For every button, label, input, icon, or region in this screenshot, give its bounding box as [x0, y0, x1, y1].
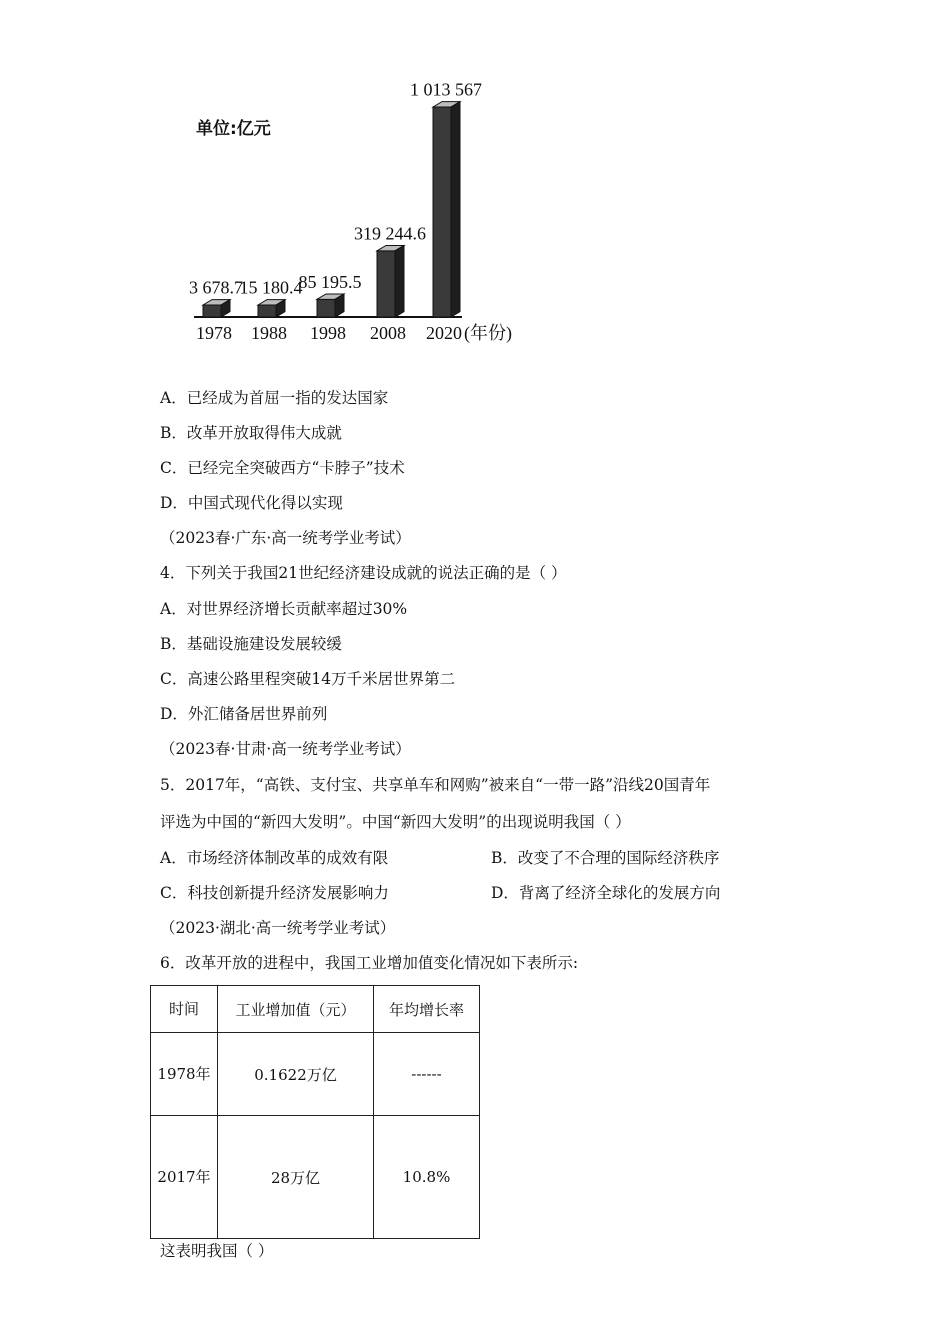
q4-source: （2023春·广东·高一统考学业考试）: [160, 529, 411, 547]
chart-bar: [258, 300, 285, 317]
q6-source: （2023·湖北·高一统考学业考试）: [160, 919, 396, 937]
q5-option-d[interactable]: D．背离了经济全球化的发展方向: [491, 884, 721, 902]
cell-growth: 10.8%: [374, 1116, 480, 1239]
header-time: 时间: [151, 986, 218, 1033]
cell-growth: ------: [374, 1033, 480, 1116]
q4-stem: 4．下列关于我国21世纪经济建设成就的说法正确的是（ ）: [160, 564, 567, 582]
q5-option-a[interactable]: A．市场经济体制改革的成效有限: [160, 849, 389, 867]
chart-bar-side: [395, 245, 404, 317]
cell-value: 0.1622万亿: [218, 1033, 374, 1116]
q6-stem: 6．改革开放的进程中，我国工业增加值变化情况如下表所示:: [160, 954, 579, 972]
q3-option-a[interactable]: A．已经成为首屈一指的发达国家: [160, 389, 389, 407]
header-growth-rate: 年均增长率: [374, 986, 480, 1033]
q4-option-b[interactable]: B．基础设施建设发展较缓: [160, 635, 342, 653]
q3-option-c[interactable]: C．已经完全突破西方“卡脖子”技术: [160, 459, 405, 477]
q5-option-c[interactable]: C．科技创新提升经济发展影响力: [160, 884, 389, 902]
chart-value-label: 3 678.7: [189, 277, 243, 298]
header-industry-value: 工业增加值（元）: [218, 986, 374, 1033]
chart-value-label: 85 195.5: [298, 271, 362, 292]
chart-bar-front: [258, 305, 276, 317]
chart-bar: [317, 294, 344, 317]
chart-value-label: 319 244.6: [354, 223, 426, 244]
cell-year: 1978年: [151, 1033, 218, 1116]
chart-x-tick-label: 2020: [426, 323, 462, 343]
q5-source: （2023春·甘肃·高一统考学业考试）: [160, 740, 411, 758]
chart-x-tick-label: 1998: [310, 323, 346, 343]
cell-year: 2017年: [151, 1116, 218, 1239]
chart-bar-front: [377, 251, 395, 317]
table-row: [151, 1033, 480, 1116]
q3-option-b[interactable]: B．改革开放取得伟大成就: [160, 424, 342, 442]
chart-x-tick-label: 1988: [251, 323, 287, 343]
chart-value-label: 1 013 567: [410, 80, 482, 100]
cell-value: 28万亿: [218, 1116, 374, 1239]
q4-option-a[interactable]: A．对世界经济增长贡献率超过30%: [160, 600, 408, 618]
chart-x-tick-label: 2008: [370, 323, 406, 343]
chart-bar-side: [451, 102, 460, 317]
chart-bar: [203, 300, 230, 317]
chart-bar: [377, 245, 404, 317]
q5-stem-line1: 5．2017年，“高铁、支付宝、共享单车和网购”被来自“一带一路”沿线20国青年: [160, 776, 711, 794]
industry-value-table: [150, 985, 480, 1239]
q4-option-c[interactable]: C．高速公路里程突破14万千米居世界第二: [160, 670, 456, 688]
chart-bar-front: [317, 299, 335, 317]
q6-tail: 这表明我国（ ）: [160, 1242, 274, 1260]
table-header-row: [151, 986, 480, 1033]
q5-stem-line2: 评选为中国的“新四大发明”。中国“新四大发明”的出现说明我国（ ）: [160, 813, 631, 831]
gdp-bar-chart: [180, 80, 540, 360]
chart-bar-front: [433, 107, 451, 317]
chart-bar-front: [203, 305, 221, 317]
q3-option-d[interactable]: D．中国式现代化得以实现: [160, 494, 343, 512]
table-row: [151, 1116, 480, 1239]
chart-x-suffix: (年份): [464, 323, 512, 343]
chart-bar: [433, 102, 460, 317]
q5-option-b[interactable]: B．改变了不合理的国际经济秩序: [491, 849, 720, 867]
chart-x-tick-label: 1978: [196, 323, 232, 343]
chart-value-label: 15 180.4: [239, 277, 303, 298]
q4-option-d[interactable]: D．外汇储备居世界前列: [160, 705, 328, 723]
chart-unit-label: 单位:亿元: [196, 119, 271, 139]
